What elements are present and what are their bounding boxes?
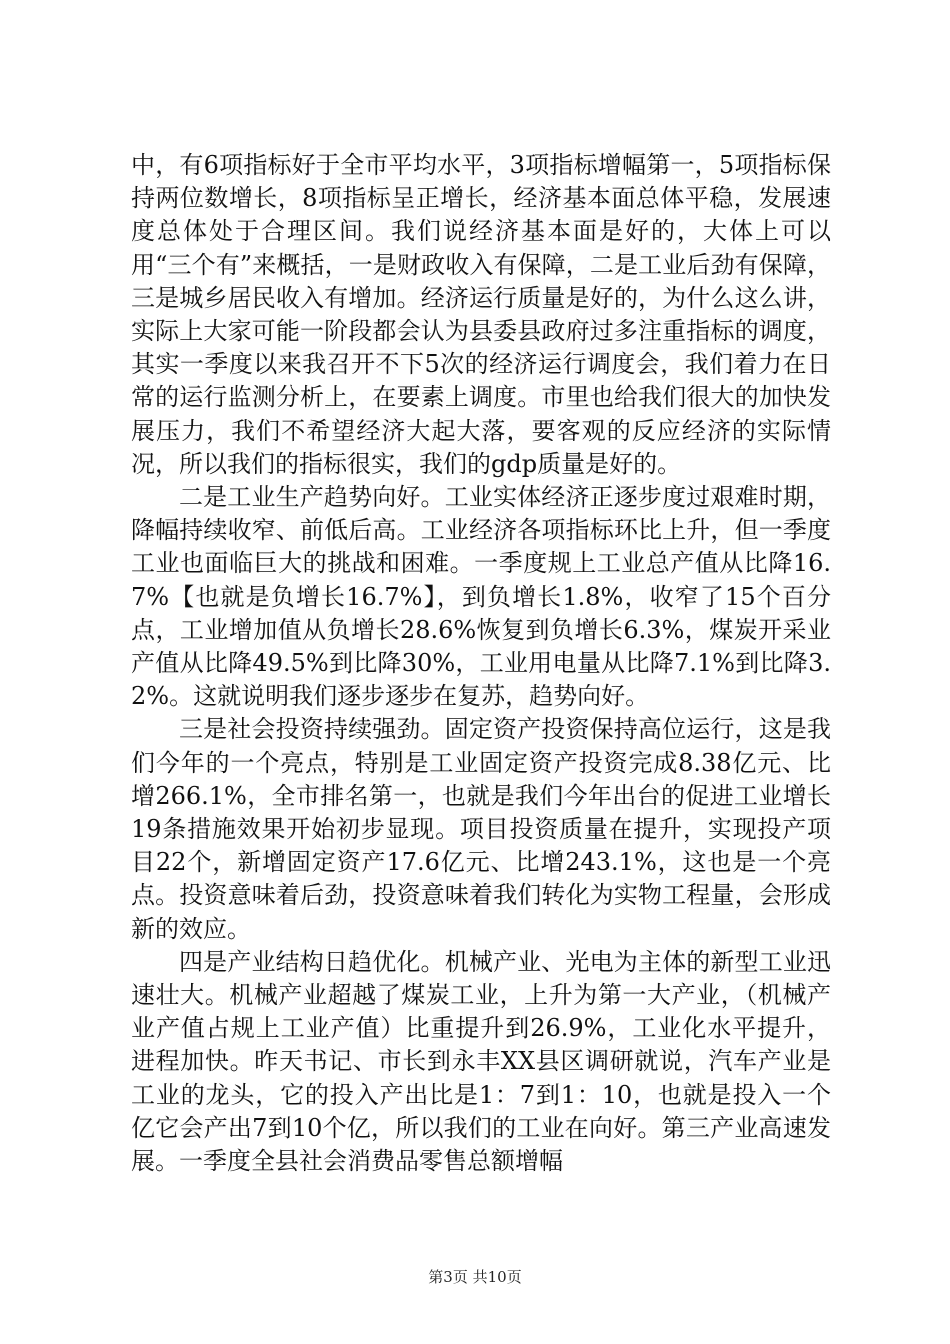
page-footer: 第3页 共10页: [428, 1268, 522, 1286]
paragraph-social-investment: 三是社会投资持续强劲。固定资产投资保持高位运行，这是我们今年的一个亮点，特别是工业固定资产投资完成8.38亿元、比增266.1%，全市排名第一，也就是我们今年出台的促进工业增长19条措施效果开始初步显现。项目投资质量在提升，实现投产项目22个，新增固定资产17.6亿元、比增243.1%，这也是一个亮点。投资意味着后劲，投资意味着我们转化为实物工程量，会形成新的效应。: [131, 715, 831, 943]
paragraph-industrial-structure: 四是产业结构日趋优化。机械产业、光电为主体的新型工业迅速壮大。机械产业超越了煤炭工业，上升为第一大产业，（机械产业产值占规上工业产值）比重提升到26.9%，工业化水平提升，进程加快。昨天书记、市长到永丰XX县区调研就说，汽车产业是工业的龙头，它的投入产出比是1：7到1：10，也就是投入一个亿它会产出7到10个亿，所以我们的工业在向好。第三产业高速发展。一季度全县社会消费品零售总额增幅: [131, 947, 831, 1176]
paragraph-economic-overview: 中，有6项指标好于全市平均水平，3项指标增幅第一，5项指标保持两位数增长，8项指标呈正增长，经济基本面总体平稳，发展速度总体处于合理区间。我们说经济基本面是好的，大体上可以用“三个有”来概括，一是财政收入有保障，二是工业后劲有保障，三是城乡居民收入有增加。经济运行质量是好的，为什么这么讲，实际上大家可能一阶段都会认为县委县政府过多注重指标的调度，其实一季度以来我召开不下5次的经济运行调度会，我们着力在日常的运行监测分析上，在要素上调度。市里也给我们很大的加快发展压力，我们不希望经济大起大落，要客观的反应经济的实际情况，所以我们的指标很实，我们的gdp质量是好的。: [131, 151, 831, 478]
page-body: [131, 149, 831, 1178]
paragraph-industrial-production: 二是工业生产趋势向好。工业实体经济正逐步度过艰难时期，降幅持续收窄、前低后高。工业经济各项指标环比上升，但一季度工业也面临巨大的挑战和困难。一季度规上工业总产值从比降16.7%【也就是负增长16.7%】，到负增长1.8%，收窄了15个百分点，工业增加值从负增长28.6%恢复到负增长6.3%，煤炭开采业产值从比降49.5%到比降30%，工业用电量从比降7.1%到比降3.2%。这就说明我们逐步逐步在复苏，趋势向好。: [131, 483, 831, 711]
